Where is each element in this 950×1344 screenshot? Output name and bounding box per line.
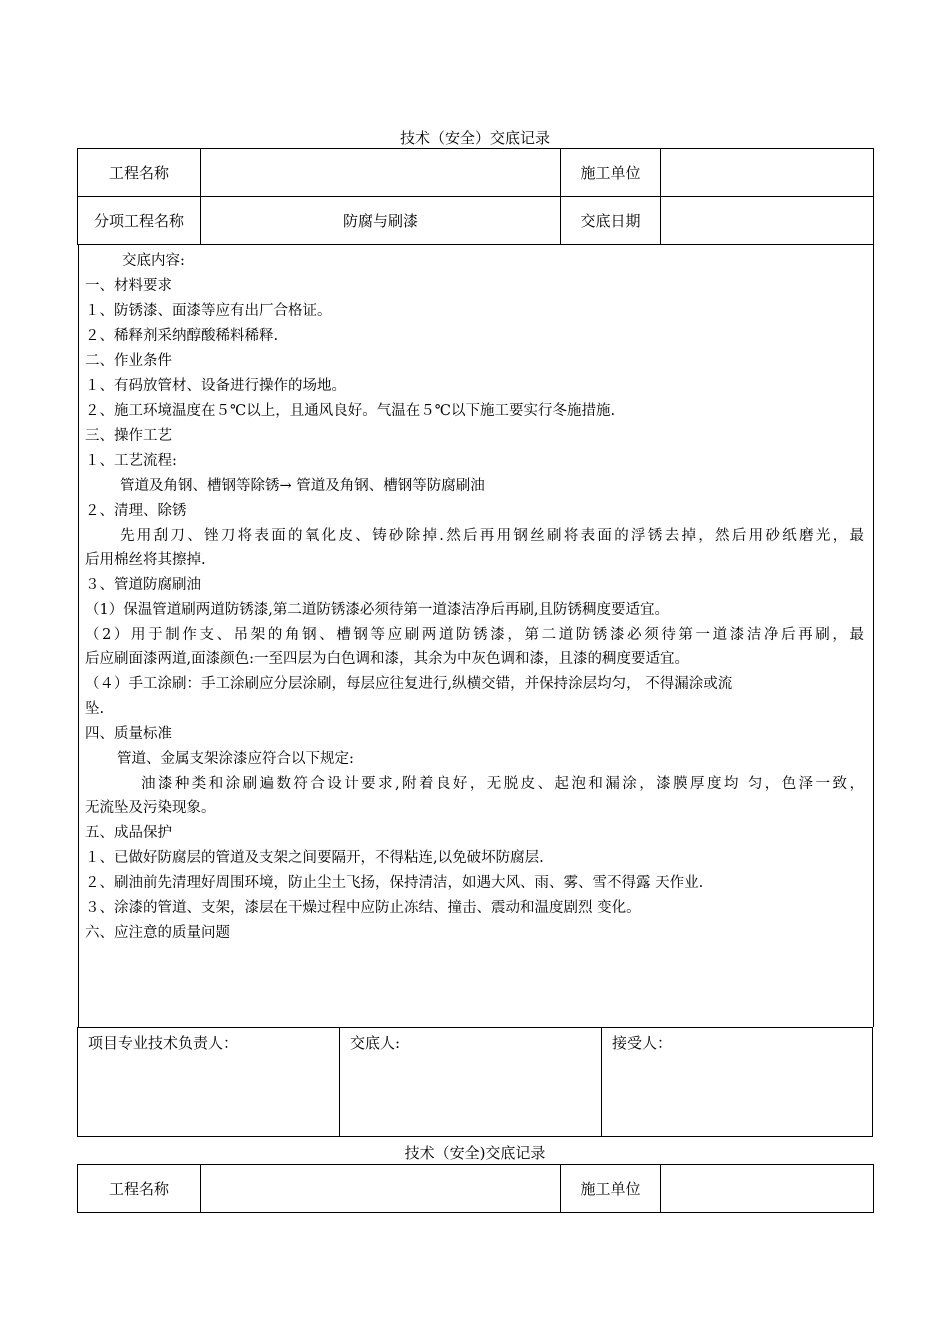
- tech-lead-label: 项目专业技术负责人：: [88, 1034, 239, 1052]
- sub-project-value: 防腐与刷漆: [201, 197, 561, 245]
- content-line: 管道及角钢、槽钢等除锈→ 管道及角钢、槽钢等防腐刷油: [120, 478, 485, 494]
- disclosure-date-label: 交底日期: [561, 197, 661, 245]
- section-heading: 五、成品保护: [85, 825, 172, 841]
- content-line: 管道、金属支架涂漆应符合以下规定:: [117, 751, 354, 767]
- content-line: ２、清理、除锈: [85, 503, 187, 519]
- content-line: （４）手工涂刷：手工涂刷应分层涂刷，每层应往复进行,纵横交错，并保持涂层均匀， 不得漏涂或流: [85, 676, 733, 692]
- project-name-value: [201, 1165, 561, 1213]
- content-line: 后用棉丝将其擦掉.: [85, 552, 206, 568]
- content-line: ３、管道防腐刷油: [85, 577, 201, 593]
- receiver-label: 接受人：: [612, 1034, 673, 1052]
- section-heading: 二、作业条件: [85, 353, 172, 369]
- content-line: １、已做好防腐层的管道及支架之间要隔开，不得粘连,以免破坏防腐层.: [85, 850, 544, 866]
- section-heading: 四、质量标准: [85, 726, 172, 742]
- section-heading: 三、操作工艺: [85, 428, 172, 444]
- construction-unit-label: 施工单位: [561, 1165, 661, 1213]
- content-line: 油漆种类和涂刷遍数符合设计要求,附着良好，无脱皮、起泡和漏涂，漆膜厚度均 匀，色泽一致，: [141, 776, 864, 792]
- project-name-label: 工程名称: [78, 149, 201, 197]
- content-heading: 交底内容:: [122, 253, 185, 269]
- header-table-2: [77, 1164, 874, 1213]
- sub-project-label: 分项工程名称: [78, 197, 201, 245]
- project-name-value: [201, 149, 561, 197]
- content-line: （2）用于制作支、吊架的角钢、槽钢等应刷两道防锈漆，第二道防锈漆必须待第一道漆洁净后再刷，最: [85, 627, 864, 643]
- discloser-label: 交底人:: [350, 1034, 401, 1052]
- construction-unit-value: [661, 1165, 874, 1213]
- content-line: ２、稀释剂采纳醇酸稀料稀释.: [85, 328, 279, 344]
- content-line: １、有码放管材、设备进行操作的场地。: [85, 378, 346, 394]
- record-title: 技术（安全）交底记录: [399, 129, 550, 147]
- construction-unit-value: [661, 149, 874, 197]
- section-heading: 一、材料要求: [85, 278, 172, 294]
- disclosure-date-value: [661, 197, 874, 245]
- construction-unit-label: 施工单位: [561, 149, 661, 197]
- content-line: 后应刷面漆两道,面漆颜色:一至四层为白色调和漆，其余为中灰色调和漆，且漆的稠度要适宜。: [85, 651, 689, 667]
- record-title-2: 技术（安全)交底记录: [404, 1144, 546, 1162]
- tech-lead-signature-cell: [77, 1027, 340, 1137]
- receiver-signature-cell: [601, 1027, 873, 1137]
- content-line: １、工艺流程:: [85, 453, 177, 469]
- discloser-signature-cell: [339, 1027, 602, 1137]
- section-heading: 六、应注意的质量问题: [85, 925, 230, 941]
- header-table: [77, 148, 874, 245]
- content-line: （1）保温管道刷两道防锈漆,第二道防锈漆必须待第一道漆洁净后再刷,且防锈稠度要适宜。: [85, 602, 669, 618]
- project-name-label: 工程名称: [78, 1165, 201, 1213]
- content-line: ２、刷油前先清理好周围环境，防止尘土飞扬，保持清洁，如遇大风、雨、雾、雪不得露 天作业.: [85, 875, 704, 891]
- content-line: 先用刮刀、锉刀将表面的氧化皮、铸砂除掉.然后再用钢丝刷将表面的浮锈去掉，然后用砂纸磨光，最: [120, 528, 864, 544]
- content-line: １、防锈漆、面漆等应有出厂合格证。: [85, 303, 332, 319]
- content-line: 无流坠及污染现象。: [85, 800, 216, 816]
- content-line: 坠.: [85, 701, 105, 717]
- disclosure-content: [78, 245, 874, 1027]
- content-line: ２、施工环境温度在５℃以上，且通风良好。气温在５℃以下施工要实行冬施措施.: [85, 403, 616, 419]
- content-line: ３、涂漆的管道、支架，漆层在干燥过程中应防止冻结、撞击、震动和温度剧烈 变化。: [85, 900, 641, 916]
